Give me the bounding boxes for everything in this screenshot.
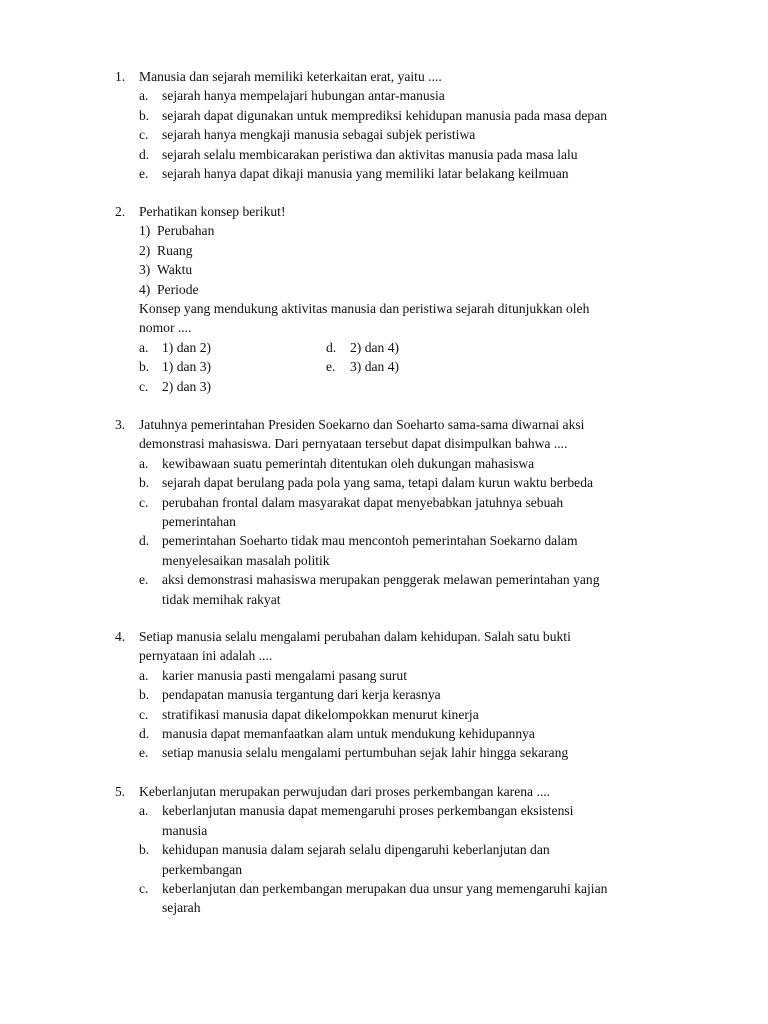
option-label: e. bbox=[139, 572, 149, 588]
option-label: d. bbox=[139, 533, 150, 549]
option-text: pendapatan manusia tergantung dari kerja kerasnya bbox=[162, 687, 441, 703]
option-text-continued: tidak memihak rakyat bbox=[162, 591, 281, 607]
question-1 bbox=[0, 67, 768, 183]
option-d bbox=[0, 145, 768, 164]
option-label: e. bbox=[326, 359, 336, 375]
concept-item-3 bbox=[0, 260, 768, 279]
question-4 bbox=[0, 627, 768, 763]
option-e bbox=[0, 164, 768, 183]
option-text: perubahan frontal dalam masyarakat dapat menyebabkan jatuhnya sebuah bbox=[162, 494, 564, 510]
option-label: d. bbox=[139, 725, 150, 741]
option-row-2 bbox=[0, 357, 768, 376]
option-label: c. bbox=[139, 706, 149, 722]
question-number: 4. bbox=[115, 629, 126, 644]
option-text: sejarah hanya dapat dikaji manusia yang memiliki latar belakang keilmuan bbox=[162, 165, 569, 181]
option-label: b. bbox=[139, 359, 150, 375]
option-text: 1) dan 3) bbox=[162, 359, 212, 375]
question-stem: nomor .... bbox=[139, 320, 192, 336]
option-text: keberlanjutan dan perkembangan merupakan dua unsur yang memengaruhi kajian bbox=[162, 880, 608, 896]
option-c bbox=[0, 705, 768, 724]
question-number: 2. bbox=[115, 204, 126, 219]
option-text: aksi demonstrasi mahasiswa merupakan penggerak melawan pemerintahan yang bbox=[162, 572, 600, 588]
item-label: 2) bbox=[139, 242, 151, 258]
option-text: 1) dan 2) bbox=[162, 339, 212, 355]
question-number: 1. bbox=[115, 69, 126, 84]
option-text: manusia dapat memanfaatkan alam untuk mendukung kehidupannya bbox=[162, 725, 535, 741]
option-label: b. bbox=[139, 475, 150, 491]
option-label: b. bbox=[139, 842, 150, 858]
option-text: 2) dan 3) bbox=[162, 378, 212, 394]
item-text: Ruang bbox=[157, 242, 193, 258]
option-text: keberlanjutan manusia dapat memengaruhi proses perkembangan eksistensi bbox=[162, 803, 574, 819]
question-2 bbox=[0, 202, 768, 396]
item-label: 4) bbox=[139, 281, 151, 297]
option-e bbox=[0, 570, 768, 589]
item-label: 3) bbox=[139, 262, 151, 278]
option-row-3 bbox=[0, 377, 768, 396]
option-text: sejarah hanya mempelajari hubungan antar-manusia bbox=[162, 88, 445, 104]
question-stem: pernyataan ini adalah .... bbox=[139, 648, 273, 664]
option-a bbox=[0, 666, 768, 685]
option-e bbox=[0, 743, 768, 762]
item-text: Periode bbox=[157, 281, 199, 297]
question-number: 5. bbox=[115, 784, 126, 799]
option-text-continued: pemerintahan bbox=[162, 513, 236, 529]
option-row-1 bbox=[0, 338, 768, 357]
option-a bbox=[0, 86, 768, 105]
question-stem: Keberlanjutan merupakan perwujudan dari proses perkembangan karena .... bbox=[139, 784, 551, 799]
item-text: Perubahan bbox=[157, 223, 215, 239]
option-c bbox=[0, 879, 768, 898]
option-label: b. bbox=[139, 687, 150, 703]
option-label: d. bbox=[139, 146, 150, 162]
question-stem: Manusia dan sejarah memiliki keterkaitan erat, yaitu .... bbox=[139, 69, 442, 84]
option-b bbox=[0, 840, 768, 859]
option-a bbox=[0, 454, 768, 473]
option-label: e. bbox=[139, 165, 149, 181]
option-text-continued: manusia bbox=[162, 822, 208, 838]
option-d bbox=[0, 531, 768, 550]
option-label: b. bbox=[139, 107, 150, 123]
option-label: a. bbox=[139, 803, 149, 819]
concept-item-4 bbox=[0, 280, 768, 299]
option-text: 3) dan 4) bbox=[350, 359, 400, 375]
question-stem: Perhatikan konsep berikut! bbox=[139, 204, 286, 219]
option-b bbox=[0, 106, 768, 125]
item-label: 1) bbox=[139, 223, 151, 239]
option-b bbox=[0, 685, 768, 704]
option-text-continued: perkembangan bbox=[162, 861, 243, 877]
option-d bbox=[0, 724, 768, 743]
option-label: e. bbox=[139, 745, 149, 761]
option-label: c. bbox=[139, 880, 149, 896]
option-text: stratifikasi manusia dapat dikelompokkan menurut kinerja bbox=[162, 706, 479, 722]
option-c bbox=[0, 493, 768, 512]
question-stem: Setiap manusia selalu mengalami perubahan dalam kehidupan. Salah satu bukti bbox=[139, 629, 571, 644]
option-label: c. bbox=[139, 494, 149, 510]
option-text: kehidupan manusia dalam sejarah selalu dipengaruhi keberlanjutan dan bbox=[162, 842, 550, 858]
option-c bbox=[0, 125, 768, 144]
question-stem: demonstrasi mahasiswa. Dari pernyataan tersebut dapat disimpulkan bahwa .... bbox=[139, 436, 568, 452]
option-text: sejarah dapat digunakan untuk memprediksi kehidupan manusia pada masa depan bbox=[162, 107, 608, 123]
item-text: Waktu bbox=[157, 262, 193, 278]
option-label: a. bbox=[139, 339, 149, 355]
question-5 bbox=[0, 782, 768, 918]
question-number: 3. bbox=[115, 417, 126, 432]
concept-item-1 bbox=[0, 221, 768, 240]
option-a bbox=[0, 801, 768, 820]
option-text: setiap manusia selalu mengalami pertumbuhan sejak lahir hingga sekarang bbox=[162, 745, 569, 761]
option-label: d. bbox=[326, 339, 337, 355]
option-label: a. bbox=[139, 88, 149, 104]
option-label: a. bbox=[139, 667, 149, 683]
question-3 bbox=[0, 415, 768, 609]
concept-item-2 bbox=[0, 241, 768, 260]
option-text-continued: menyelesaikan masalah politik bbox=[162, 552, 330, 568]
option-text: 2) dan 4) bbox=[350, 339, 400, 355]
option-b bbox=[0, 473, 768, 492]
option-label: c. bbox=[139, 127, 149, 143]
option-text: sejarah selalu membicarakan peristiwa dan aktivitas manusia pada masa lalu bbox=[162, 146, 578, 162]
option-label: a. bbox=[139, 455, 149, 471]
option-text-continued: sejarah bbox=[162, 900, 201, 916]
option-text: sejarah dapat berulang pada pola yang sama, tetapi dalam kurun waktu berbeda bbox=[162, 475, 594, 491]
question-stem: Jatuhnya pemerintahan Presiden Soekarno dan Soeharto sama-sama diwarnai aksi bbox=[139, 417, 585, 432]
option-label: c. bbox=[139, 378, 149, 394]
question-stem: Konsep yang mendukung aktivitas manusia dan peristiwa sejarah ditunjukkan oleh bbox=[139, 300, 590, 316]
option-text: sejarah hanya mengkaji manusia sebagai subjek peristiwa bbox=[162, 127, 476, 143]
option-text: pemerintahan Soeharto tidak mau mencontoh pemerintahan Soekarno dalam bbox=[162, 533, 578, 549]
option-text: kewibawaan suatu pemerintah ditentukan oleh dukungan mahasiswa bbox=[162, 455, 535, 471]
option-text: karier manusia pasti mengalami pasang surut bbox=[162, 667, 407, 683]
